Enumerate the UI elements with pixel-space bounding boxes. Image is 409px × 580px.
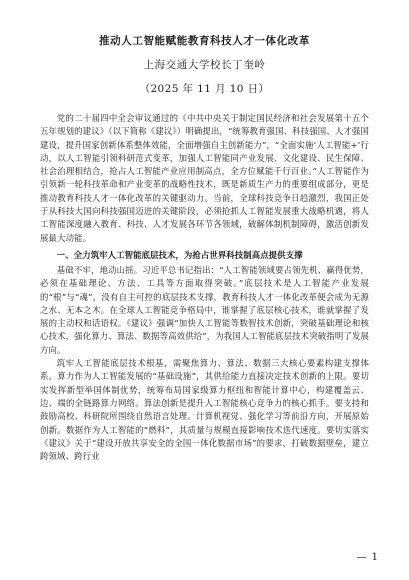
document-title: 推动人工智能赋能教育科技人才一体化改革 <box>99 35 310 47</box>
section-paragraph: 筑牢人工智能底层技术根基，需聚焦算力、算法、数据三大核心要素构建支撑体系。算力作为人工智能发展的“基础设施”，其供给能力直接决定技术创新的上限。要切实发挥新型举国体制优势，统筹布局国家级算力枢纽和智能计算中心，构建覆盖云、边、端的全链路算力网络。算法创新是提升人工智能核心竞争力的核心抓手。要支持和鼓励高校、科研院所围绕自然语言处理、计算机视觉、强化学习等前沿方向，开展原始创新。数据作为人工智能的“燃料”，其质量与规模直接影响技术迭代速度。要切实落实《建议》关于“建设开放共享安全的全国一体化数据市场”的要求，打破数据壁垒，建立跨领域、跨行业 <box>40 358 369 462</box>
section-heading: 一、全力筑牢人工智能底层技术，为抢占世界科技制高点提供支撑 <box>56 249 303 260</box>
section-paragraph: 基础不牢，地动山摇。习近平总书记指出：“人工智能领域要占领先机、赢得优势，必须在基础理论、方法、工具等方面取得突破。”底层技术是人工智能产业发展的“根”与“魂”，没有自主可控的底层技术支撑，教育科技人才一体化改革便会成为无源之水、无本之木。在全球人工智能竞争格局中，谁掌握了底层核心技术，谁就掌握了发展的主动权和话语权。《建议》强调“加快人工智能等数智技术创新，突破基础理论和核心技术，强化算力、算法、数据等高效供给”，为我国人工智能底层技术突破指明了发展方向。 <box>40 264 369 355</box>
document-body <box>40 112 369 463</box>
page-number: — 1 <box>356 552 379 563</box>
document-date: （2025 年 11 月 10 日） <box>139 83 270 95</box>
document-author: 上海交通大学校长丁奎岭 <box>143 59 266 71</box>
intro-paragraph: 党的二十届四中全会审议通过的《中共中央关于制定国民经济和社会发展第十五个五年规划的建议》（以下简称《建议》）明确提出，“统筹教育强国、科技强国、人才强国建设，提升国家创新体系整体效能，全面增强自主创新能力”，“全面实施‘人工智能+’行动，以人工智能引领科研范式变革，加强人工智能同产业发展、文化建设、民生保障、社会治理相结合，抢占人工智能产业应用制高点，全方位赋能千行百业。”人工智能作为引领新一轮科技革命和产业变革的战略性技术，既是新质生产力的重要组成部分，更是推动教育科技人才一体化改革的关键驱动力。当前，全球科技竞争日趋激烈，我国正处于从科技大国向科技强国迈进的关键阶段，必须抢抓人工智能发展重大战略机遇，将人工智能深度融入教育、科技、人才发展各环节各领域，破解体制机制障碍，激活创新发展最大动能。 <box>40 113 369 243</box>
